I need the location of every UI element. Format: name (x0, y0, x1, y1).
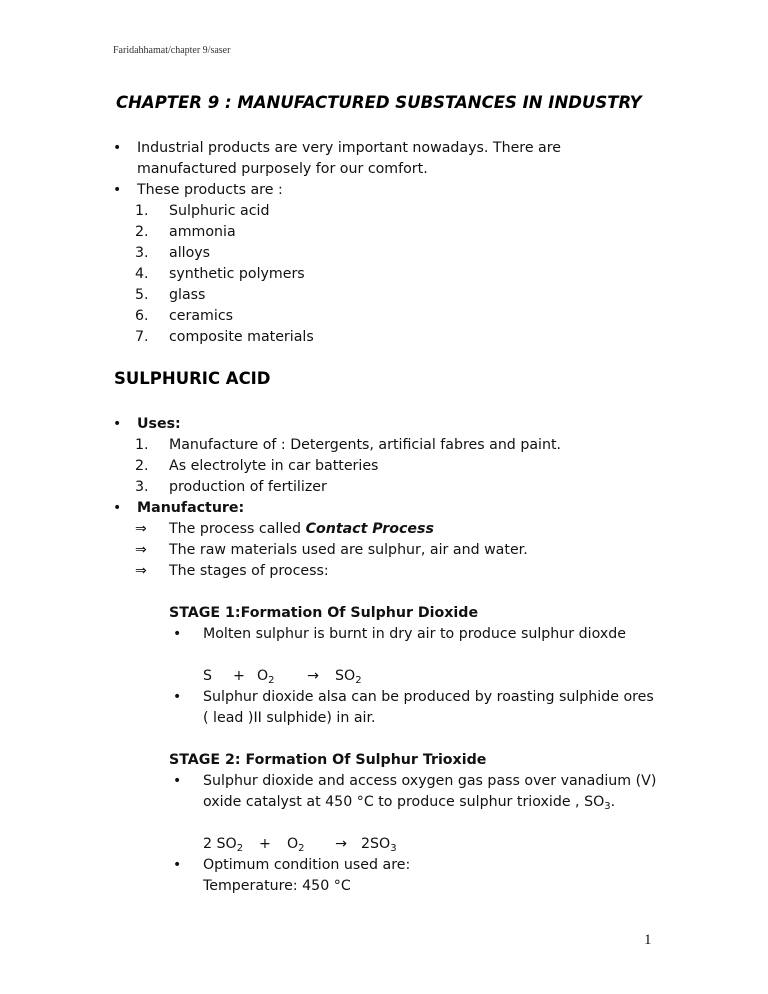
chemical-equation (203, 834, 397, 854)
page-number: 1 (644, 932, 652, 948)
stage-point-text: oxide catalyst at 450 °C to produce sulphur trioxide , SO (203, 794, 605, 810)
product-item: composite materials (169, 329, 314, 345)
product-item: ammonia (169, 224, 236, 240)
stage-point-text: . (610, 794, 616, 810)
bullet-icon: • (113, 416, 122, 432)
list-number: 1. (135, 203, 149, 219)
subscript: 2 (298, 843, 305, 854)
use-item: production of fertilizer (169, 479, 327, 495)
subscript: 3 (604, 801, 611, 812)
bullet-icon: • (113, 182, 122, 198)
product-item: glass (169, 287, 206, 303)
product: 2SO (361, 836, 391, 852)
product: SO (335, 668, 356, 684)
manufacture-item-text: The process called (169, 521, 306, 537)
plus-sign: + (259, 836, 271, 852)
stage-heading: STAGE 2: Formation Of Sulphur Trioxide (169, 752, 487, 768)
implies-arrow-icon: ⇒ (135, 542, 147, 558)
stage-point: Molten sulphur is burnt in dry air to produce sulphur dioxde (203, 626, 626, 642)
subscript: 2 (355, 675, 362, 686)
bullet-icon: • (173, 857, 182, 873)
list-number: 5. (135, 287, 149, 303)
subscript: 3 (390, 843, 397, 854)
product-item: Sulphuric acid (169, 203, 270, 219)
intro-text: manufactured purposely for our comfort. (137, 161, 428, 177)
chapter-title: CHAPTER 9 : MANUFACTURED SUBSTANCES IN INDUSTRY (116, 93, 642, 112)
subscript: 2 (236, 843, 244, 854)
stage-point: Optimum condition used are: (203, 857, 411, 873)
stage-heading: STAGE 1:Formation Of Sulphur Dioxide (169, 605, 479, 621)
list-number: 6. (135, 308, 149, 324)
bullet-icon: • (173, 689, 182, 705)
subscript: 2 (268, 675, 275, 686)
intro-text: Industrial products are very important nowadays. There are (137, 140, 562, 156)
list-number: 7. (135, 329, 149, 345)
manufacture-item (169, 519, 434, 539)
stage-point: Sulphur dioxide alsa can be produced by roasting sulphide ores (203, 689, 654, 705)
condition-temperature: Temperature: 450 °C (203, 878, 351, 894)
manufacture-label: Manufacture: (137, 500, 245, 516)
reactant: 2 SO (203, 836, 237, 852)
reaction-arrow-icon: → (335, 836, 347, 852)
product-item: synthetic polymers (169, 266, 305, 282)
list-number: 4. (135, 266, 149, 282)
reaction-arrow-icon: → (307, 668, 319, 684)
stage-point: Sulphur dioxide and access oxygen gas pass over vanadium (V) (203, 773, 657, 789)
bullet-icon: • (173, 626, 182, 642)
use-item: Manufacture of : Detergents, artificial fabres and paint. (169, 437, 562, 453)
contact-process-term: Contact Process (305, 521, 434, 537)
product-item: ceramics (169, 308, 234, 324)
chemical-equation (203, 666, 362, 686)
uses-label: Uses: (137, 416, 181, 432)
use-item: As electrolyte in car batteries (169, 458, 379, 474)
plus-sign: + (233, 668, 245, 684)
page-header: Faridahhamat/chapter 9/saser (113, 45, 231, 56)
reactant: O (257, 668, 269, 684)
list-number: 2. (135, 224, 149, 240)
list-number: 3. (135, 479, 149, 495)
bullet-icon: • (173, 773, 182, 789)
reactant: S (203, 668, 213, 684)
implies-arrow-icon: ⇒ (135, 563, 147, 579)
section-heading: SULPHURIC ACID (114, 369, 271, 388)
bullet-icon: • (113, 500, 122, 516)
manufacture-item: The stages of process: (169, 563, 329, 579)
list-number: 2. (135, 458, 149, 474)
bullet-icon: • (113, 140, 122, 156)
stage-point (203, 792, 615, 812)
reactant: O (287, 836, 299, 852)
implies-arrow-icon: ⇒ (135, 521, 147, 537)
stage-point: ( lead )II sulphide) in air. (203, 710, 376, 726)
intro-text: These products are : (137, 182, 283, 198)
manufacture-item: The raw materials used are sulphur, air and water. (169, 542, 528, 558)
list-number: 3. (135, 245, 149, 261)
product-item: alloys (169, 245, 211, 261)
list-number: 1. (135, 437, 149, 453)
